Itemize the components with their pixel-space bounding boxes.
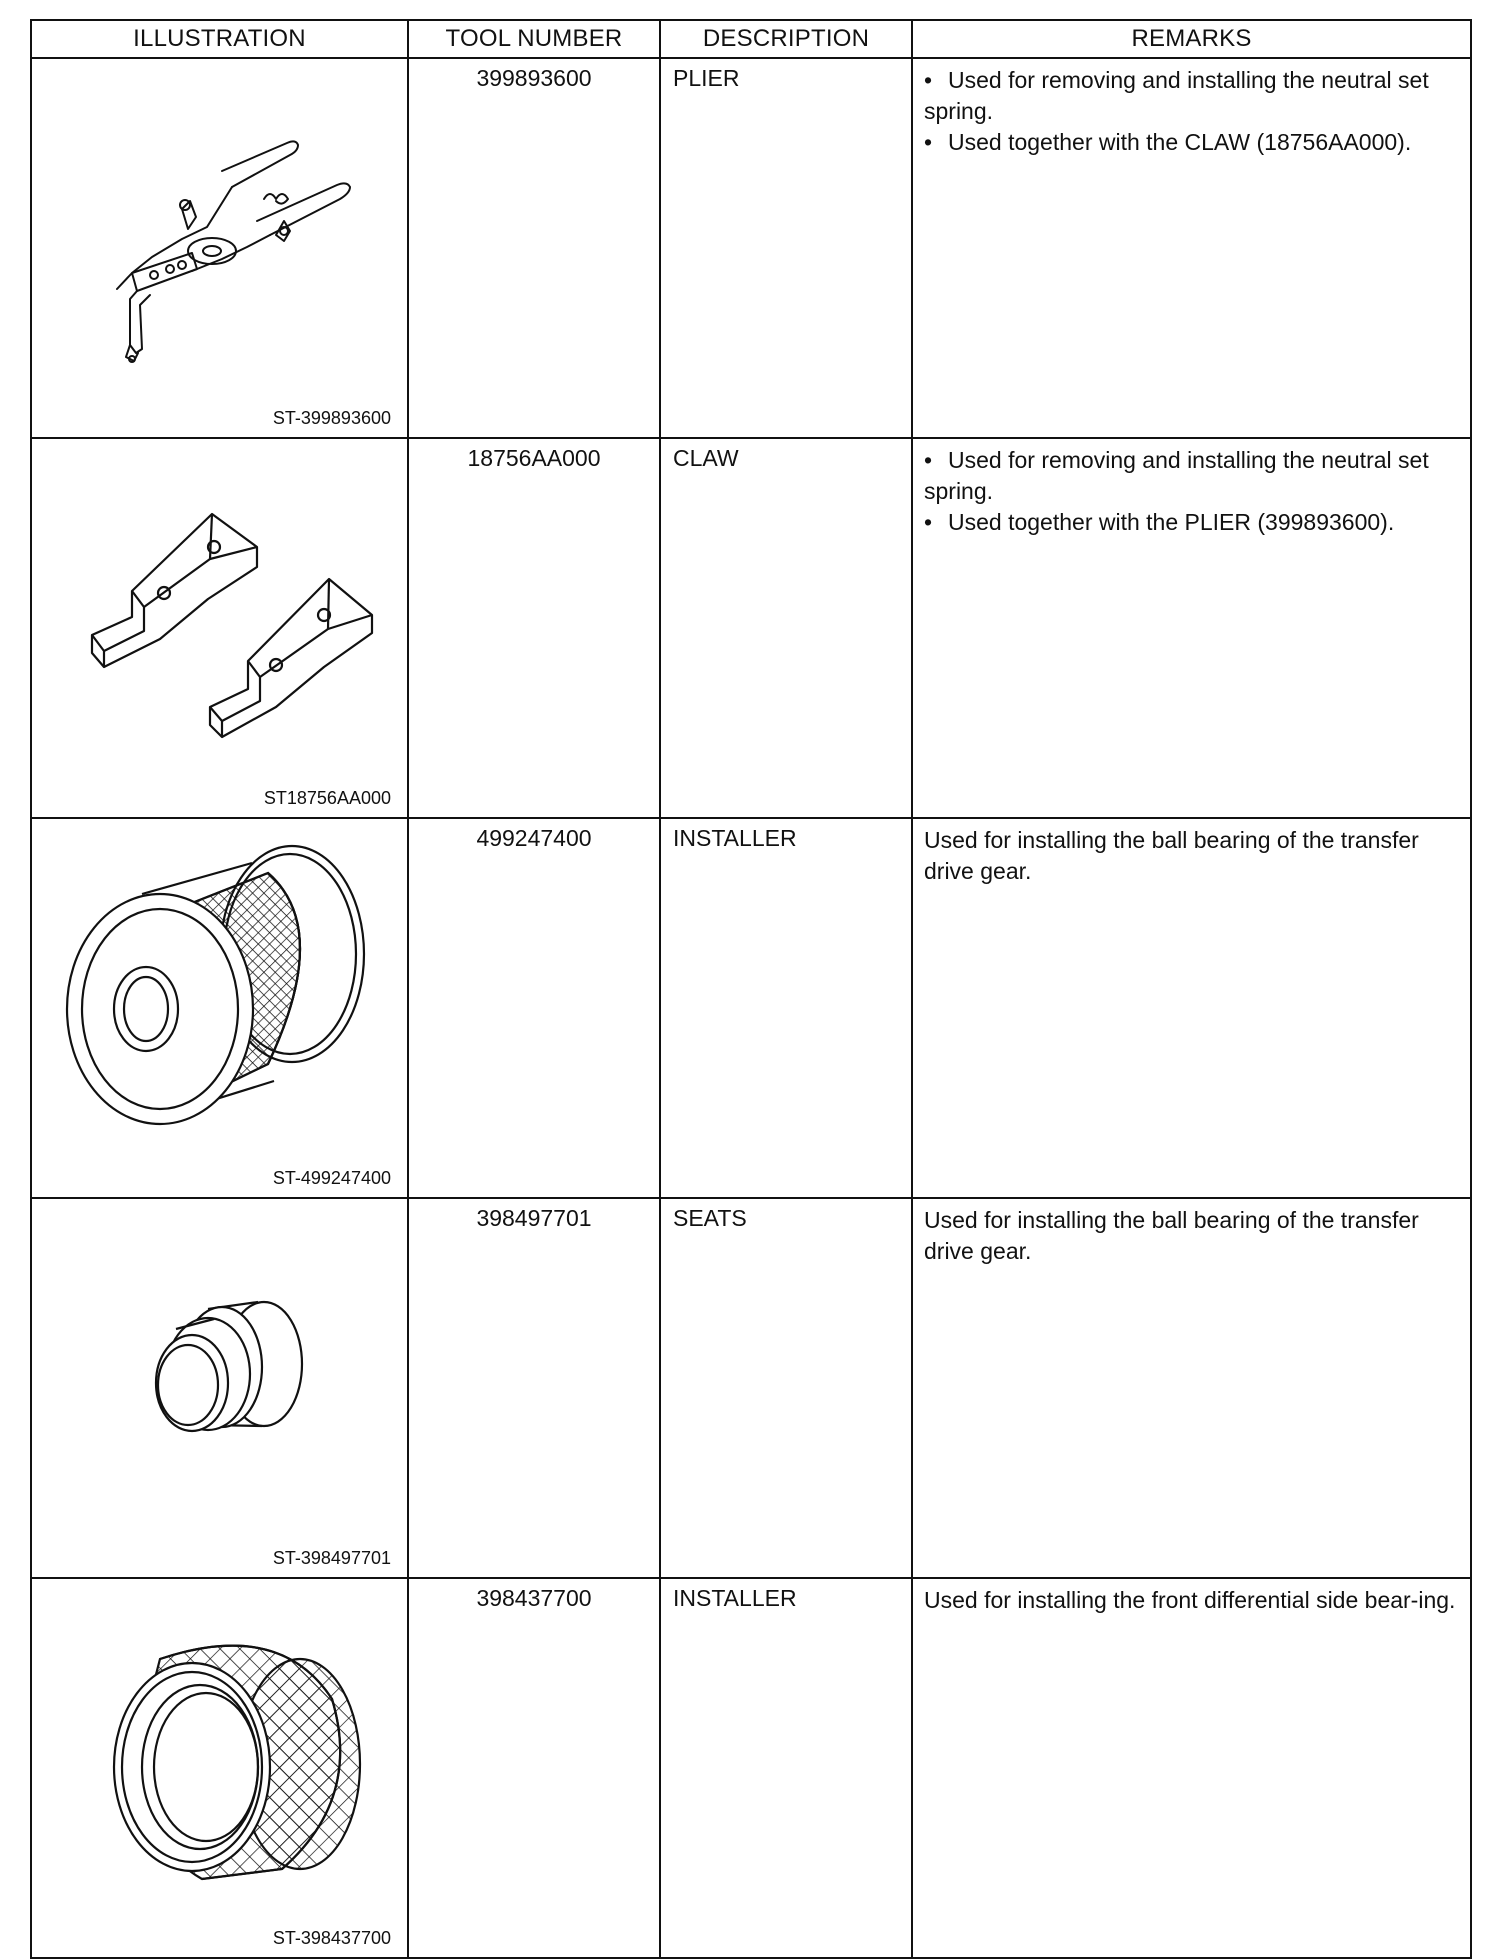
remark-item: Used for installing the front differential side bear-ing.	[924, 1587, 1456, 1613]
table-row	[31, 818, 1471, 1198]
tool-remarks	[912, 1198, 1471, 1578]
illustration-caption: ST-398497701	[272, 1548, 391, 1568]
illustration-caption: ST-399893600	[272, 408, 391, 428]
table-row	[31, 438, 1471, 818]
header-description: DESCRIPTION	[660, 20, 912, 58]
tool-remarks	[912, 438, 1471, 818]
remark-item: • Used together with the PLIER (399893600).	[924, 507, 1458, 538]
remark-item: • Used together with the CLAW (18756AA000).	[924, 127, 1458, 158]
installer-illustration	[32, 819, 409, 1191]
tool-remarks	[912, 58, 1471, 438]
tool-description: INSTALLER	[660, 818, 912, 1198]
illustration-caption: ST-499247400	[272, 1168, 391, 1188]
table-row	[31, 1578, 1471, 1958]
plier-illustration	[32, 59, 409, 431]
header-tool-number: TOOL NUMBER	[408, 20, 660, 58]
tool-description: CLAW	[660, 438, 912, 818]
tool-number: 399893600	[408, 58, 660, 438]
tool-number: 398497701	[408, 1198, 660, 1578]
tool-description: SEATS	[660, 1198, 912, 1578]
tool-number: 398437700	[408, 1578, 660, 1958]
header-remarks: REMARKS	[912, 20, 1471, 58]
illustration-cell	[31, 438, 408, 818]
tool-number: 499247400	[408, 818, 660, 1198]
illustration-cell	[31, 818, 408, 1198]
tool-description: PLIER	[660, 58, 912, 438]
tool-number: 18756AA000	[408, 438, 660, 818]
illustration-cell	[31, 1198, 408, 1578]
illustration-caption: ST-398437700	[272, 1928, 391, 1948]
table-row	[31, 1198, 1471, 1578]
remark-item: Used for installing the ball bearing of the transfer drive gear.	[924, 1207, 1419, 1264]
illustration-cell	[31, 1578, 408, 1958]
remark-item: Used for installing the ball bearing of the transfer drive gear.	[924, 827, 1419, 884]
tool-remarks	[912, 818, 1471, 1198]
table-row	[31, 58, 1471, 438]
tool-remarks	[912, 1578, 1471, 1958]
seats-illustration	[32, 1199, 409, 1571]
illustration-cell	[31, 58, 408, 438]
special-tools-table	[30, 19, 1472, 1959]
remark-item: • Used for removing and installing the neutral set spring.	[924, 65, 1458, 127]
tool-description: INSTALLER	[660, 1578, 912, 1958]
illustration-caption: ST18756AA000	[263, 788, 391, 808]
header-illustration: ILLUSTRATION	[31, 20, 408, 58]
header-row	[31, 20, 1471, 58]
knurled-installer-illustration	[32, 1579, 409, 1951]
claw-illustration	[32, 439, 409, 811]
remark-item: • Used for removing and installing the neutral set spring.	[924, 445, 1458, 507]
